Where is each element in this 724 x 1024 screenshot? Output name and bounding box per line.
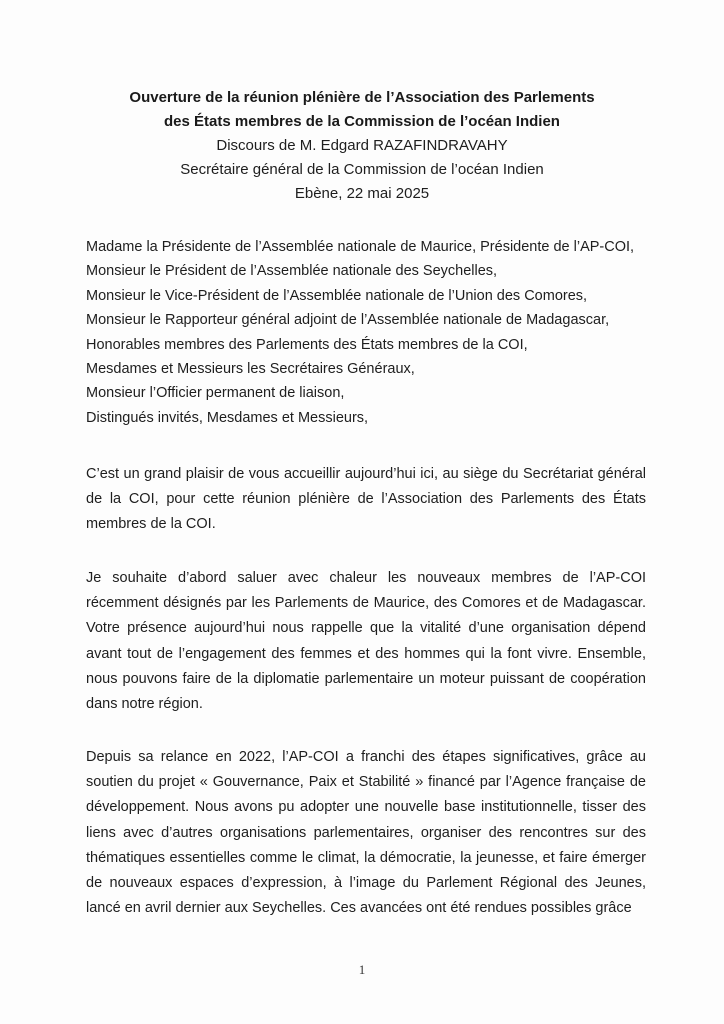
- salutation-line: Honorables membres des Parlements des États membres de la COI,: [86, 336, 528, 353]
- place-and-date: Ebène, 22 mai 2025: [294, 185, 430, 202]
- speech-author: Discours de M. Edgard RAZAFINDRAVAHY: [216, 137, 508, 154]
- document-header: [0, 86, 724, 206]
- salutation-line: Madame la Présidente de l’Assemblée nationale de Maurice, Présidente de l’AP-COI,: [86, 239, 635, 255]
- speaker-role: Secrétaire général de la Commission de l’océan Indien: [180, 161, 544, 178]
- document-title-line-2: des États membres de la Commission de l’océan Indien: [164, 113, 560, 130]
- salutation-line: Monsieur l’Officier permanent de liaison,: [86, 385, 345, 402]
- salutation-line: Distingués invités, Mesdames et Messieurs,: [86, 409, 369, 426]
- body-paragraph-welcome: C’est un grand plaisir de vous accueillir aujourd’hui ici, au siège du Secrétariat général de la COI, pour cette réunion plénière de l’Association des Parlements des États membres de la COI.: [86, 466, 646, 533]
- salutation-line: Monsieur le Rapporteur général adjoint de l’Assemblée nationale de Madagascar,: [86, 312, 610, 329]
- salutation-line: Monsieur le Président de l’Assemblée nationale des Seychelles,: [86, 263, 498, 280]
- page-number: 1: [358, 962, 366, 977]
- salutation-line: Mesdames et Messieurs les Secrétaires Généraux,: [86, 361, 415, 378]
- body-paragraph-achievements: Depuis sa relance en 2022, l’AP-COI a franchi des étapes significatives, grâce au soutien du projet « Gouvernance, Paix et Stabilité » financé par l’Agence française de développement. Nous avons pu adopter une nouvelle base institutionnelle, tisser des liens avec d’autres organisations parlementaires, organiser des rencontres sur des thématiques essentielles comme le climat, la démocratie, la jeunesse, et faire émerger de nouveaux espaces d’expression, à l’image du Parlement Régional des Jeunes, lancé en avril dernier aux Seychelles. Ces avancées ont été rendues possibles grâce: [86, 749, 646, 917]
- salutation-line: Monsieur le Vice-Président de l’Assemblée nationale de l’Union des Comores,: [86, 287, 588, 304]
- document-title-line-1: Ouverture de la réunion plénière de l’Association des Parlements: [129, 89, 595, 106]
- body-paragraph-new-members: Je souhaite d’abord saluer avec chaleur les nouveaux membres de l’AP-COI récemment désignés par les Parlements de Maurice, des Comores et de Madagascar. Votre présence aujourd’hui nous rappelle que la vitalité d’une organisation dépend avant tout de l’engagement des femmes et des hommes qui la font vivre. Ensemble, nous pouvons faire de la diplomatie parlementaire un moteur puissant de coopération dans notre région.: [86, 570, 646, 713]
- salutations-block: [86, 235, 646, 430]
